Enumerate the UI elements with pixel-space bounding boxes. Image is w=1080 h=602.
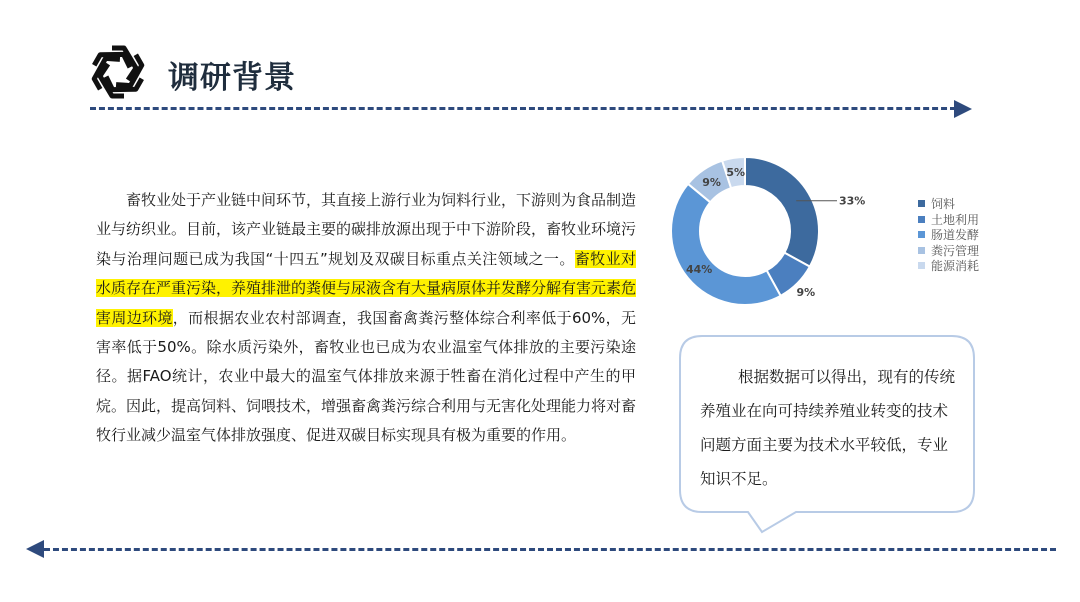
openai-knot-icon <box>86 40 150 104</box>
legend-swatch <box>918 247 925 254</box>
legend-item <box>918 212 979 228</box>
callout-text: 根据数据可以得出，现有的传统养殖业在向可持续养殖业转变的技术问题方面主要为技术水平较低，专业知识不足。 <box>700 368 956 488</box>
paragraph-highlight: 畜牧业对水质存在严重污染，养殖排泄的粪便与尿液含有大量病原体并发酵分解有害元素危害周边环境 <box>96 249 637 327</box>
paragraph-rest: ，而根据农业农村部调查，我国畜禽粪污整体综合利率低于60%，无害率低于50%。除水质污染外，畜牧业也已成为农业温室气体排放的主要污染途径。据FAO统计，农业中最大的温室气体排放来源于牲畜在消化过程中产生的甲烷。因此，提高饲料、饲喂技术，增强畜禽粪污综合利用与无害化处理能力将对畜牧行业减少温室气体排放强度、促进双碳目标实现具有极为重要的作用。 <box>96 308 637 445</box>
legend-label: 土地利用 <box>931 212 980 227</box>
legend-item <box>918 227 979 243</box>
paragraph-intro: 畜牧业处于产业链中间环节，其直接上游行业为饲料行业，下游则为食品制造业与纺织业。目前，该产业链最主要的碳排放源出现于中下游阶段，畜牧业环境污染与治理问题已成为我国“十四五”规划及双碳目标重点关注领域之一。 <box>96 191 637 268</box>
donut-slice-0 <box>745 157 819 267</box>
legend-item <box>918 258 979 274</box>
data-label-2: 44% <box>685 262 713 276</box>
legend-swatch <box>918 216 925 223</box>
background-paragraph <box>96 186 636 451</box>
data-label-4: 5% <box>726 166 746 180</box>
bottom-divider <box>44 548 1056 551</box>
data-label-0: 33% <box>839 194 866 208</box>
legend-label: 饲料 <box>931 197 956 212</box>
page-title: 调研背景 <box>168 60 296 96</box>
data-label-3: 9% <box>702 175 721 189</box>
donut-slice-2 <box>671 184 781 305</box>
legend-label: 粪污管理 <box>931 243 980 258</box>
top-divider <box>90 107 956 110</box>
legend-label: 肠道发酵 <box>931 228 980 243</box>
legend-swatch <box>918 262 925 269</box>
legend-label: 能源消耗 <box>931 259 980 274</box>
chart-legend <box>918 196 979 274</box>
legend-item <box>918 243 979 259</box>
arrow-right-icon <box>954 100 972 118</box>
data-label-1: 9% <box>796 285 816 299</box>
arrow-left-icon <box>26 540 44 558</box>
legend-swatch <box>918 200 925 207</box>
legend-swatch <box>918 231 925 238</box>
legend-item <box>918 196 979 212</box>
